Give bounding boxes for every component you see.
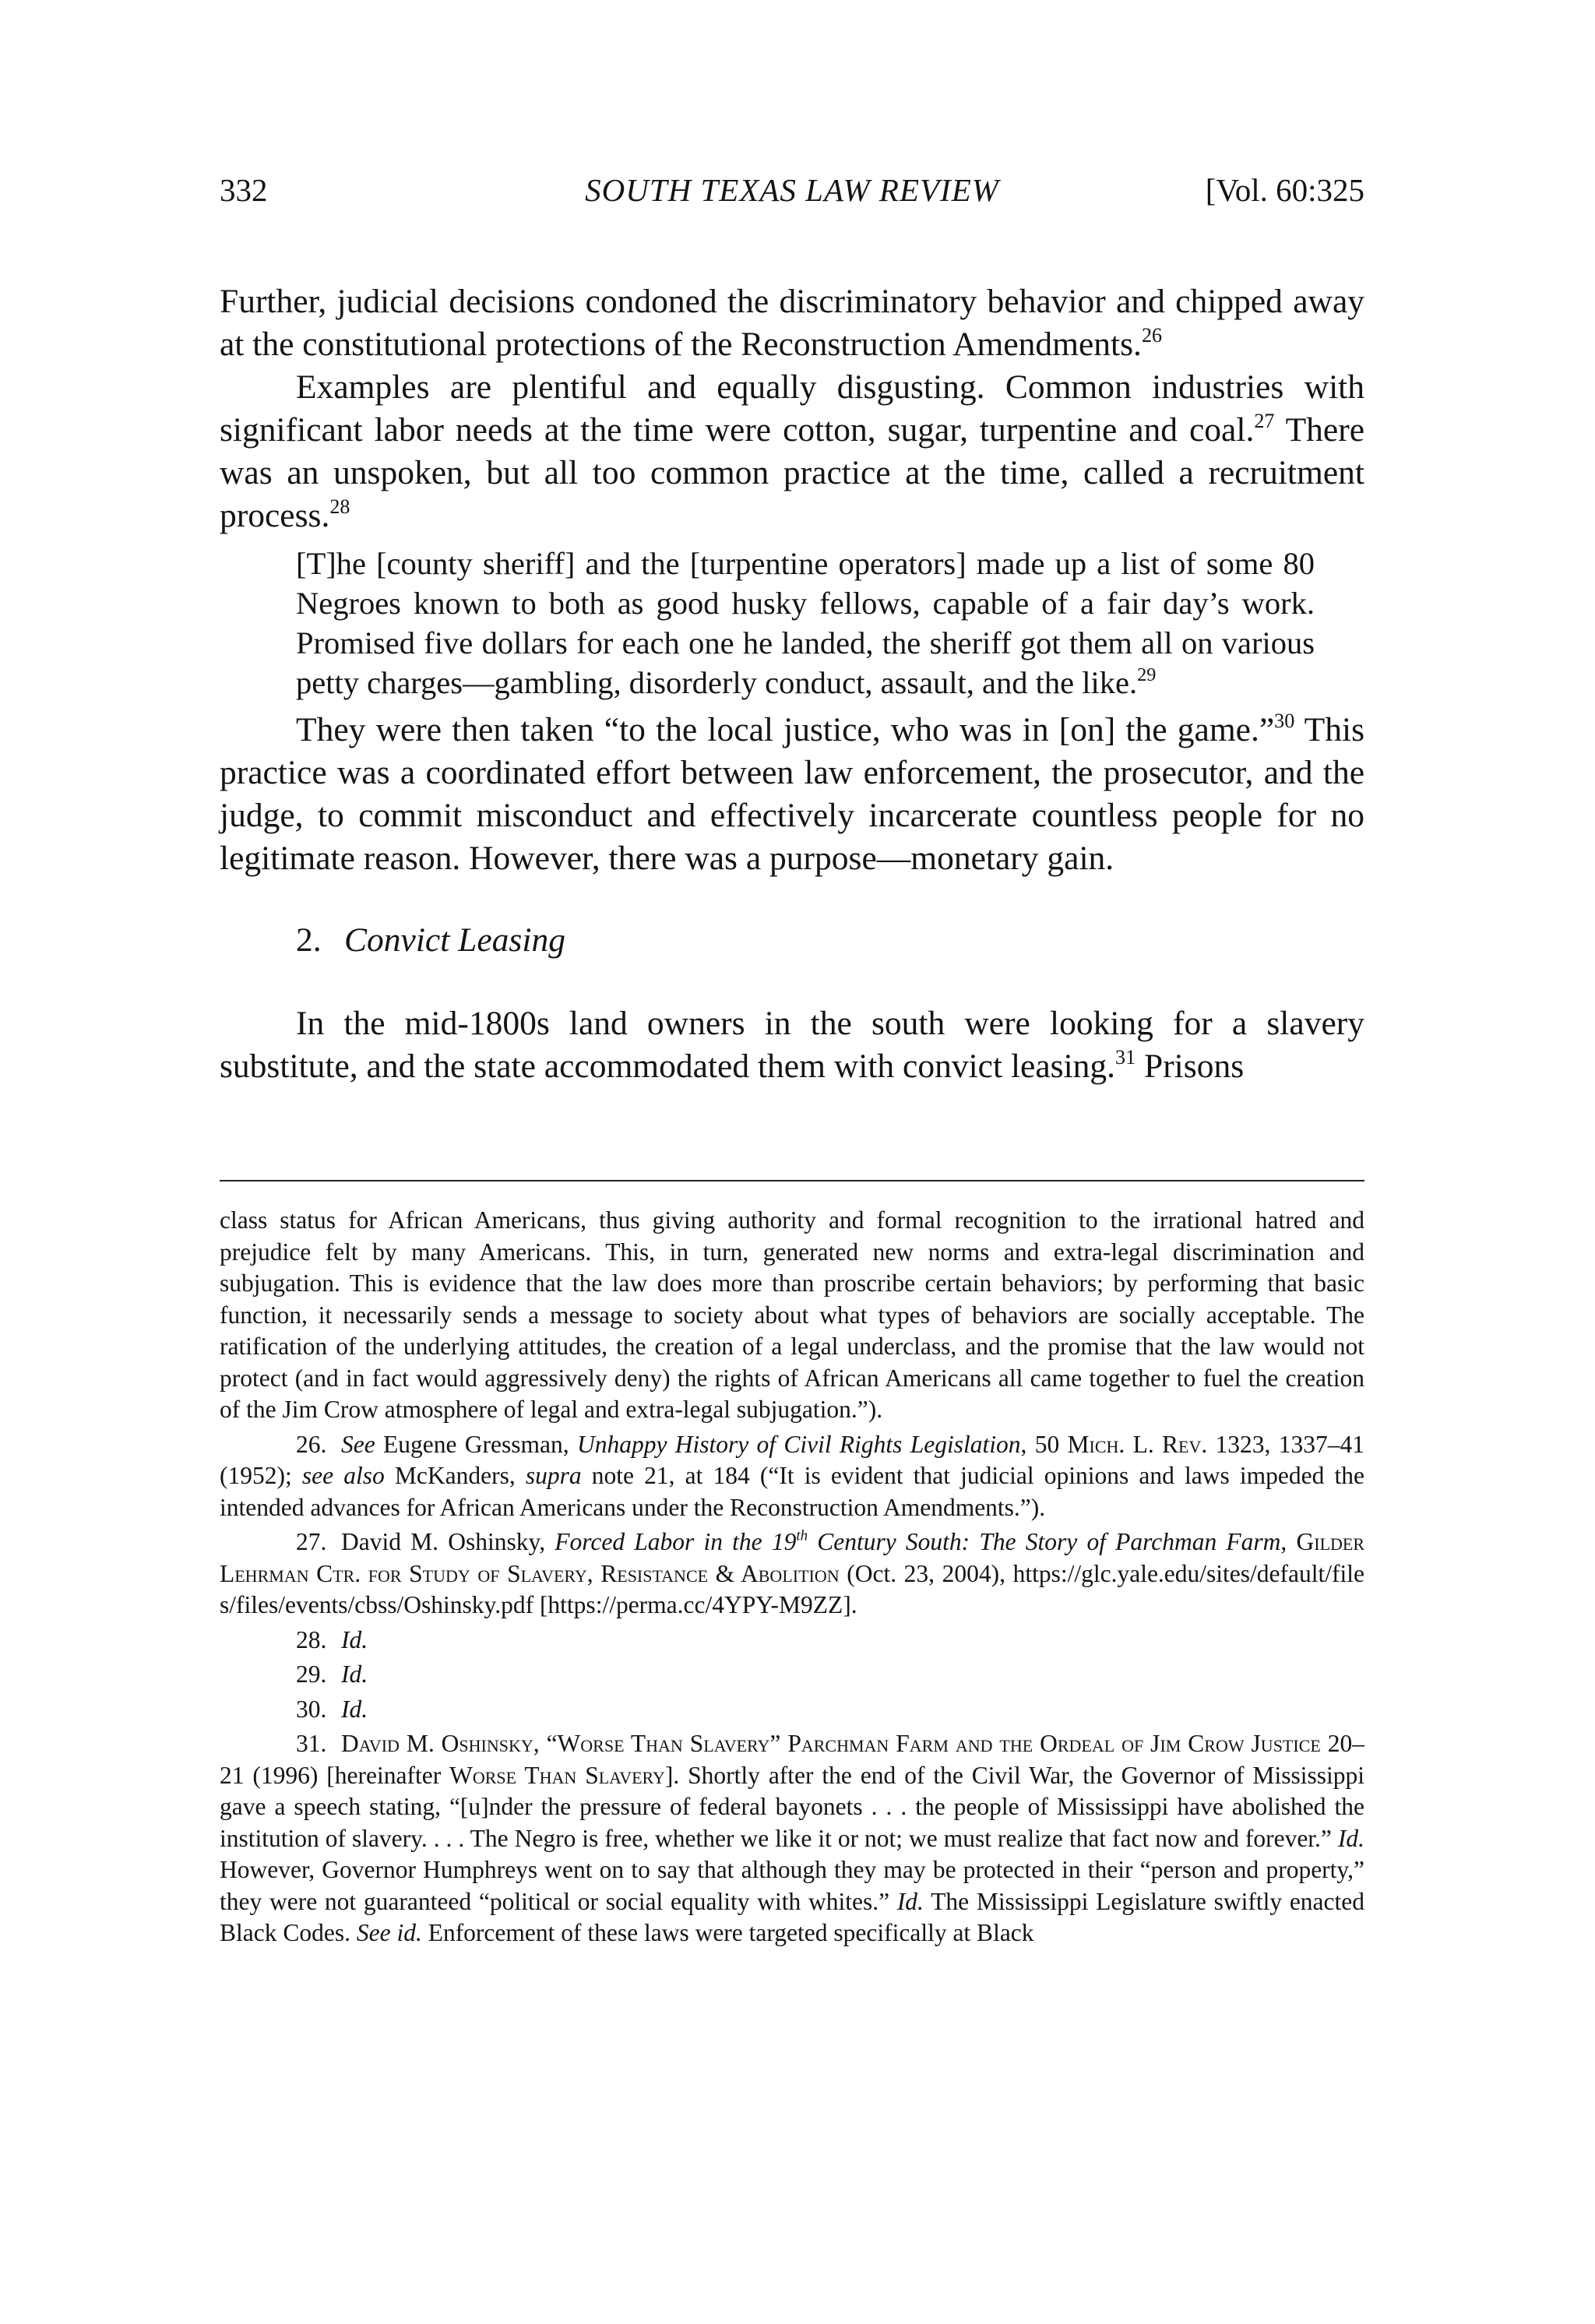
block-quote: [T]he [county sheriff] and the [turpentine operators] made up a list of some 80 Negroes known to both as good husky fellows, capable of a fair day’s work. Promised five dollars for each one he landed, the sheriff got them all on various petty charges—gambling, disorderly conduct, assault, and the like.$^{29}$ <box>296 546 1315 700</box>
footnote-divider <box>220 1180 1364 1181</box>
footnote-ref[interactable]: 26 <box>1141 324 1163 347</box>
footnote-31: 31. David M. Oshinsky, “Worse Than Slavery” Parchman Farm and the Ordeal of Jim Crow Justice 20–21 (1996) [hereinafter Worse Than Slavery]. Shortly after the end of the Civil War, the Governor of Mississippi gave a speech stating, “[u]nder the pressure of federal bayonets . . . the people of Mississippi have abolished the institution of slavery. . . . The Negro is free, whether we like it or not; we must realize that fact now and forever.” Id. However, Governor Humphreys went on to say that although they may be protected in their “person and property,” they were not guaranteed “political or social equality with whites.” Id. The Mississippi Legislature swiftly enacted Black Codes. See id. Enforcement of these laws were targeted specifically at Black <box>220 1730 1364 1946</box>
footnote-number: 29. <box>296 1660 327 1688</box>
journal-title: SOUTH TEXAS LAW REVIEW <box>585 172 999 208</box>
section-title: Convict Leasing <box>344 921 565 959</box>
footnote-number: 30. <box>296 1695 327 1723</box>
footnote-ref[interactable]: 27 <box>1254 410 1275 433</box>
footnote-continuation: class status for African Americans, thus giving authority and formal recognition to the irrational hatred and prejudice felt by many Americans. This, in turn, generated new norms and extra-legal discrimination and subjugation. This is evidence that the law does more than proscribe certain behaviors; by performing that basic function, it necessarily sends a message to society about what types of behaviors are socially acceptable. The ratification of the underlying attitudes, the creation of a legal underclass, and the promise that the law would not protect (and in fact would aggressively deny) the rights of African Americans all came together to fuel the creation of the Jim Crow atmosphere of legal and extra-legal subjugation.”). <box>220 1206 1364 1423</box>
footnote-27: 27. David M. Oshinsky, Forced Labor in the 19th Century South: The Story of Parchman Farm, Gilder Lehrman Ctr. for Study of Slavery, Resistance & Abolition (Oct. 23, 2004), https://glc.yale.edu/sites/default/files/files/events/cbss/Oshinsky.pdf [https://perma.cc/4YPY-M9ZZ]. <box>220 1527 1365 1618</box>
footnote-link[interactable]: https://glc.yale.edu/sites/default/files/files/events/cbss/Oshinsky.pdf <box>220 1559 1364 1618</box>
footnote-29: 29. Id. <box>220 1659 1364 1691</box>
footnote-number: 31. <box>296 1730 327 1757</box>
footnote-ref[interactable]: 31 <box>1115 1046 1136 1069</box>
footnote-ref[interactable]: 29 <box>1137 664 1157 686</box>
volume-citation: [Vol. 60:325 <box>1205 172 1364 208</box>
page-number: 332 <box>220 172 268 208</box>
footnote-ref[interactable]: 28 <box>329 495 350 519</box>
paragraph: In the mid-1800s land owners in the south were looking for a slavery substitute, and the state accommodated them with convict leasing.$^{31}$ Prisons <box>220 1005 1364 1085</box>
footnote-30: 30. Id. <box>220 1694 1364 1726</box>
paragraph: Further, judicial decisions condoned the discriminatory behavior and chipped away at the constitutional protections of the Reconstruction Amendments.$^{26}$ <box>220 283 1364 363</box>
paragraph: Examples are plentiful and equally disgusting. Common industries with significant labor needs at the time were cotton, sugar, turpentine and coal.$^{27}$ There was an unspoken, but all too common practice at the time, called a recruitment process.$^{28}$ <box>220 368 1365 534</box>
paragraph: They were then taken “to the local justice, who was in [on] the game.”$^{30}$ This practice was a coordinated effort between law enforcement, the prosecutor, and the judge, to commit misconduct and effectively incarcerate countless people for no legitimate reason. However, there was a purpose—monetary gain. <box>220 710 1364 877</box>
footnote-28: 28. Id. <box>220 1625 1364 1657</box>
footnote-number: 27. <box>296 1528 327 1555</box>
main-text <box>220 280 1364 1088</box>
footnote-number: 26. <box>296 1430 327 1458</box>
footnote-number: 28. <box>296 1625 327 1653</box>
running-header <box>220 167 1364 213</box>
section-heading <box>220 919 1364 962</box>
section-number: 2. <box>296 921 322 959</box>
footnote-26: 26. See Eugene Gressman, Unhappy History of Civil Rights Legislation, 50 Mich. L. Rev. 1323, 1337–41 (1952); see also McKanders, supra note 21, at 184 (“It is evident that judicial opinions and laws impeded the intended advances for African Americans under the Reconstruction Amendments.”). <box>220 1430 1364 1521</box>
footnote-ref[interactable]: 30 <box>1274 710 1295 733</box>
footnotes <box>220 1205 1364 1949</box>
